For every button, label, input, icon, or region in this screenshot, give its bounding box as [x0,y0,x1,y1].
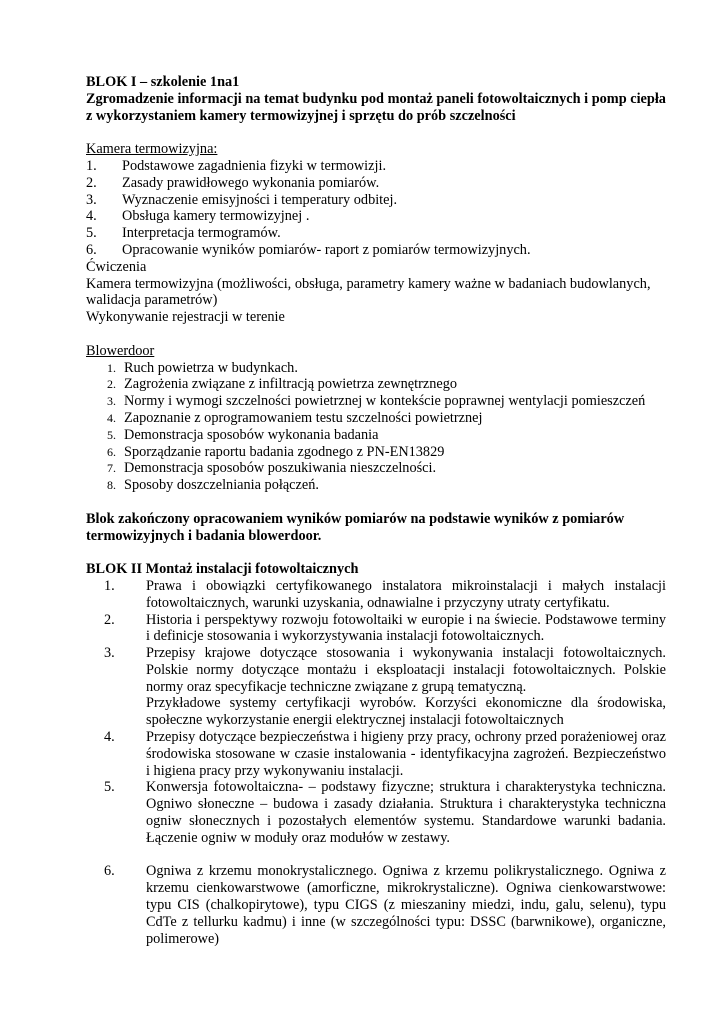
list-text: Podstawowe zagadnienia fizyki w termowizji. [122,157,387,174]
exercises-heading: Ćwiczenia [86,258,147,275]
list-item [86,427,666,444]
list-number: 4. [104,729,115,746]
list-text: Opracowanie wyników pomiarów- raport z pomiarów termowizyjnych. [122,241,531,258]
list-number: 7. [107,461,116,476]
list-item [86,578,666,612]
list-number: 4. [86,208,97,225]
list-item [86,477,666,494]
list-number: 3. [107,394,116,409]
list-item [86,192,666,209]
list-number: 1. [107,360,116,375]
list-item [86,225,666,242]
list-text: Zasady prawidłowego wykonania pomiarów. [122,174,380,191]
list-item [86,208,666,225]
block1-title: BLOK I – szkolenie 1na1 [86,74,240,90]
list-text: Demonstracja sposobów poszukiwania nieszczelności. [124,460,437,477]
exercise-text: Kamera termowizyjna (możliwości, obsługa, parametry kamery ważne w badaniach budowlanych, walidacja parametrów) [86,275,651,309]
list-text: Sporządzanie raportu badania zgodnego z PN-EN13829 [124,443,445,460]
spacer [86,326,666,343]
list-number: 2. [107,377,116,392]
list-number: 5. [86,225,97,242]
list-text-part: Przepisy krajowe dotyczące stosowania i wykonywania instalacji fotowoltaicznych. Polskie normy dotyczące montażu i eksploatacji instalacji fotowoltaicznych. Polskie normy oraz specyfikacje techniczne związane z grupą tematyczną. [146,645,666,695]
list-number: 6. [86,241,97,258]
list-text: Normy i wymogi szczelności powietrznej w kontekście poprawnej wentylacji pomieszczeń [124,393,646,410]
list-number: 5. [107,427,116,442]
spacer [86,544,666,561]
list-number: 2. [104,611,115,628]
list-text: Obsługa kamery termowizyjnej . [122,208,310,225]
list-number: 2. [86,174,97,191]
list-number: 3. [104,645,115,662]
list-item [86,360,666,377]
list-item [86,863,666,947]
list-item [86,242,666,259]
list-text: Wyznaczenie emisyjności i temperatury odbitej. [122,191,398,208]
list-item [86,460,666,477]
spacer [86,494,666,511]
list-text: Zapoznanie z oprogramowaniem testu szczelności powietrznej [124,409,483,426]
list-item [86,376,666,393]
list-text: Konwersja fotowoltaiczna- – podstawy fizyczne; struktura i charakterystyka techniczna. Ogniwo słoneczne – budowa i zasady działania. Struktura i charakterystyka techniczna ogniw słonecznych i pozostałych elementów systemu. Standardowe warunki badania. Łączenie ogniw w moduły oraz modułów w zestawy. [146,779,666,846]
list-item [86,645,666,729]
list-number: 6. [104,863,115,880]
exercise-text: Wykonywanie rejestracji w terenie [86,309,285,326]
list-text: Interpretacja termogramów. [122,225,281,242]
list-item [86,175,666,192]
list-item [86,779,666,846]
list-text-part: Przykładowe systemy certyfikacji wyrobów. Korzyści ekonomiczne dla środowiska, społeczne wykorzystanie energii elektrycznej instalacji fotowoltaicznych [146,695,666,729]
block1-subtitle: Zgromadzenie informacji na temat budynku pod montaż paneli fotowoltaicznych i pomp ciepła z wykorzystaniem kamery termowizyjnej i sprzętu do prób szczelności [86,90,666,124]
list-text: Sposoby doszczelniania połączeń. [124,477,319,494]
list-text: Przepisy dotyczące bezpieczeństwa i higieny przy pracy, ochrony przed porażeniowej oraz środowiska stosowane w czasie instalowania - identyfikacyjna zagrożeń. Bezpieczeństwo i higiena pracy przy wykonywaniu instalacji. [146,729,666,779]
list-text: Ruch powietrza w budynkach. [124,359,298,376]
list-item [86,410,666,427]
list-item [86,444,666,461]
block2-title: BLOK II Montaż instalacji fotowoltaicznych [86,561,359,578]
list-text: Zagrożenia związane z infiltracją powietrza zewnętrznego [124,376,457,393]
blowerdoor-list [86,360,666,494]
list-item [86,612,666,646]
spacer [86,847,666,864]
camera-heading: Kamera termowizyjna: [86,141,218,158]
list-number: 4. [107,410,116,425]
document-content [86,74,666,947]
list-number: 3. [86,191,97,208]
list-text: Ogniwa z krzemu monokrystalicznego. Ogniwa z krzemu polikrystalicznego. Ogniwa z krzemu cienkowarstwowe (amorficzne, mikrokrystaliczne). Ogniwa cienkowarstwowe: typu CIS (chalkopirytowe), typu CIGS (z mieszaniny miedzi, indu, galu, selenu), typu CdTe z tellurku kadmu) i inne (w szczególności typu: DSSC (barwnikowe), organiczne, polimerowe) [146,863,666,947]
list-number: 5. [104,779,115,796]
list-number: 6. [107,444,116,459]
block1-summary: Blok zakończony opracowaniem wyników pomiarów na podstawie wyników z pomiarów termowizyjnych i badania blowerdoor. [86,510,625,544]
camera-list [86,158,666,259]
spacer [86,124,666,141]
list-item [86,158,666,175]
blowerdoor-heading: Blowerdoor [86,342,155,359]
block2-list [86,578,666,948]
list-text [146,645,666,729]
list-item [86,393,666,410]
list-number: 1. [86,157,97,174]
list-text: Prawa i obowiązki certyfikowanego instalatora mikroinstalacji i małych instalacji fotowoltaicznych, warunki uzyskania, odnawialne i przyczyny utraty certyfikatu. [146,577,666,611]
list-number: 1. [104,577,115,594]
list-number: 8. [107,478,116,493]
list-text: Historia i perspektywy rozwoju fotowoltaiki w europie i na świecie. Podstawowe terminy i definicje stosowania i wykorzystywania instalacji fotowoltaicznych. [146,611,666,645]
list-text: Demonstracja sposobów wykonania badania [124,426,379,443]
list-item [86,729,666,779]
